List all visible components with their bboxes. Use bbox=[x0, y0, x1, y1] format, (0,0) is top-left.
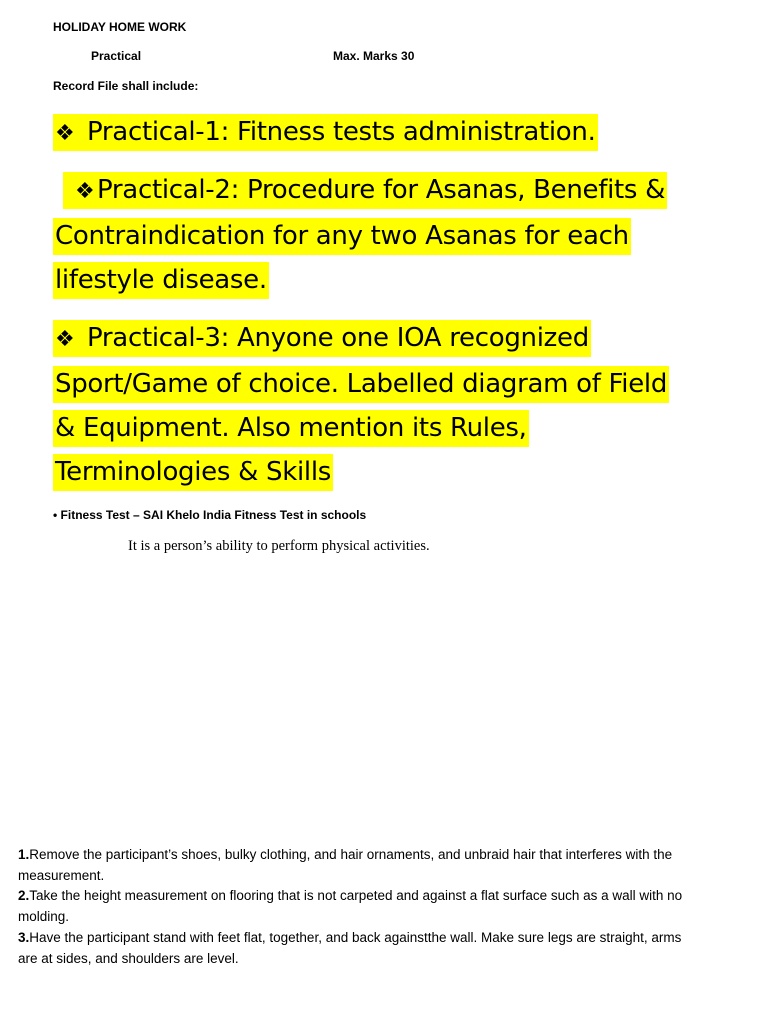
step-1 bbox=[18, 845, 698, 886]
step-text: Remove the participant’s shoes, bulky clothing, and hair ornaments, and unbraid hair that interferes with the measurement. bbox=[18, 847, 673, 883]
practical-2 bbox=[53, 168, 693, 302]
step-text: Have the participant stand with feet flat, together, and back againstthe wall. Make sure legs are straight, arms are at sides, and shoulders are level. bbox=[18, 929, 682, 966]
record-file-intro: Record File shall include: bbox=[53, 79, 199, 93]
diamond-bullet-icon: ❖ bbox=[55, 121, 75, 146]
subject-label: Practical bbox=[91, 49, 142, 63]
step-number: 1. bbox=[18, 847, 30, 862]
diamond-bullet-icon: ❖ bbox=[55, 327, 75, 352]
step-text: Take the height measurement on flooring that is not carpeted and against a flat surface such as a wall with no molding. bbox=[18, 888, 683, 925]
step-3 bbox=[18, 928, 698, 969]
fitness-test-heading bbox=[53, 508, 366, 522]
practical-2-text: Practical-2: Procedure for Asanas, Benefits & Contraindication for any two Asanas for each lifestyle disease. bbox=[55, 175, 666, 295]
diamond-bullet-icon: ❖ bbox=[75, 179, 95, 204]
practical-1 bbox=[53, 110, 693, 156]
practical-3 bbox=[53, 316, 693, 494]
fitness-definition: It is a person’s ability to perform physical activities. bbox=[128, 538, 430, 554]
practical-1-text: Practical-1: Fitness tests administration. bbox=[87, 117, 596, 147]
practical-3-text: Practical-3: Anyone one IOA recognized Sport/Game of choice. Labelled diagram of Field & Equipment. Also mention its Rules, Terminologies & Skills bbox=[55, 323, 668, 487]
step-number: 3. bbox=[18, 929, 30, 945]
document-title: HOLIDAY HOME WORK bbox=[53, 20, 187, 34]
round-bullet-icon: • bbox=[53, 508, 58, 522]
step-2 bbox=[18, 886, 698, 927]
fitness-test-heading-text: Fitness Test – SAI Khelo India Fitness Test in schools bbox=[60, 508, 367, 522]
step-number: 2. bbox=[18, 888, 30, 904]
max-marks-label: Max. Marks 30 bbox=[333, 49, 415, 63]
measurement-steps bbox=[18, 845, 698, 969]
